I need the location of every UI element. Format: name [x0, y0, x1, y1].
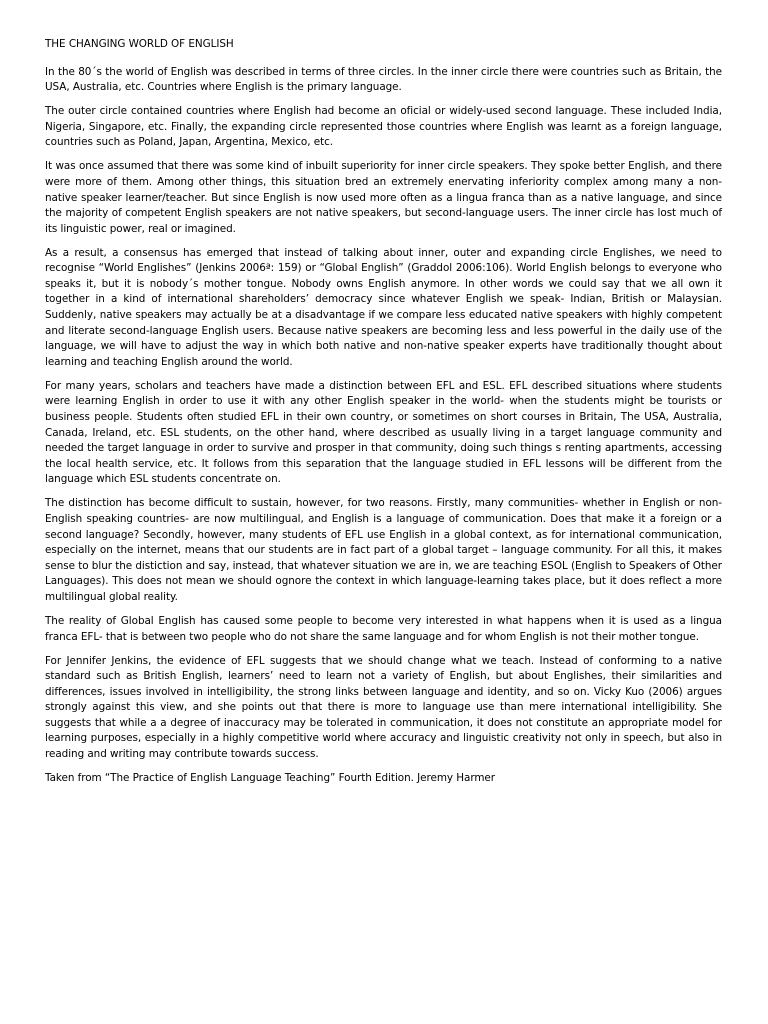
source-citation: Taken from “The Practice of English Language Teaching” Fourth Edition. Jeremy Harmer — [45, 772, 495, 785]
paragraph-8: For Jennifer Jenkins, the evidence of EFL suggests that we should change what we teach. Instead of conforming to a native standard such as British English, learners’ need to learn not a variety of English, but about Englishes, their similarities and differences, issues involved in intelligibility, the strong links between language and identity, and so on. Vicky Kuo (2006) argues strongly against this view, and she points out that there is more to language use than mere international intelligibility. She suggests that while a a degree of inaccuracy may be tolerated in communication, it does not constitute an appropriate model for learning purposes, especially in a highly competitive world where accuracy and linguistic creativity not only in speech, but also in reading and writing may contribute towards success. — [45, 654, 722, 761]
paragraph-4: As a result, a consensus has emerged that instead of talking about inner, outer and expanding circle Englishes, we need to recognise “World Englishes” (Jenkins 2006ª: 159) or “Global English” (Graddol 2006:106). World English belongs to everyone who speaks it, but it is nobody´s mother tongue. Nobody owns English anymore. In other words we could say that we all own it together in a kind of international shareholders’ democracy since whatever English we speak- Indian, British or Malaysian. Suddenly, native speakers may actually be at a disadvantage if we compare less educated native speakers with highly competent and literate second-language English users. Because native speakers are becoming less and less powerful in the daily use of the language, we will have to adjust the way in which both native and non-native speaker experts have traditionally thought about learning and teaching English around the world. — [45, 246, 722, 368]
paragraph-7: The reality of Global English has caused some people to become very interested in what happens when it is used as a lingua franca EFL- that is between two people who do not share the same language and for whom English is not their mother tongue. — [45, 614, 722, 643]
paragraph-6: The distinction has become difficult to sustain, however, for two reasons. Firstly, many communities- whether in English or non-English speaking countries- are now multilingual, and English is a language of communication. Does that make it a foreign or a second language? Secondly, however, many students of EFL use English in a global context, as for international communication, especially on the internet, means that our students are in fact part of a global target – language community. For all this, it makes sense to blur the distiction and say, instead, that whatever situation we are in, we are teaching ESOL (English to Speakers of Other Languages). This does not mean we should ognore the context in which language-learning takes place, but it does reflect a more multilingual global reality. — [45, 497, 722, 603]
paragraph-1: In the 80´s the world of English was described in terms of three circles. In the inner circle there were countries such as Britain, the USA, Australia, etc. Countries where English is the primary language. — [45, 65, 722, 94]
paragraph-5: For many years, scholars and teachers have made a distinction between EFL and ESL. EFL described situations where students were learning English in order to use it with any other English speaker in the world- when the students might be tourists or business people. Students often studied EFL in their own country, or sometimes on short courses in Britain, The USA, Australia, Canada, Ireland, etc. ESL students, on the other hand, where described as usually living in a target language community and needed the target language in order to survive and prosper in that community, doing such things s renting apartments, accessing the local health service, etc. It follows from this separation that the language studied in EFL lessons will be different from the language which ESL students concentrate on. — [45, 379, 722, 486]
document-title: THE CHANGING WORLD OF ENGLISH — [45, 38, 234, 50]
paragraph-3: It was once assumed that there was some kind of inbuilt superiority for inner circle speakers. They spoke better English, and there were more of them. Among other things, this situation bred an extremely enervating inferiority complex among many a non-native speaker learner/teacher. But since English is now used more often as a lingua franca than as a native language, and since the majority of competent English speakers are not native speakers, but second-language users. The inner circle has lost much of its linguistic power, real or imagined. — [45, 160, 722, 235]
document-page — [45, 37, 722, 787]
paragraph-2: The outer circle contained countries where English had become an oficial or widely-used second language. These included India, Nigeria, Singapore, etc. Finally, the expanding circle represented those countries where English was learnt as a foreign language, countries such as Poland, Japan, Argentina, Mexico, etc. — [45, 105, 722, 149]
